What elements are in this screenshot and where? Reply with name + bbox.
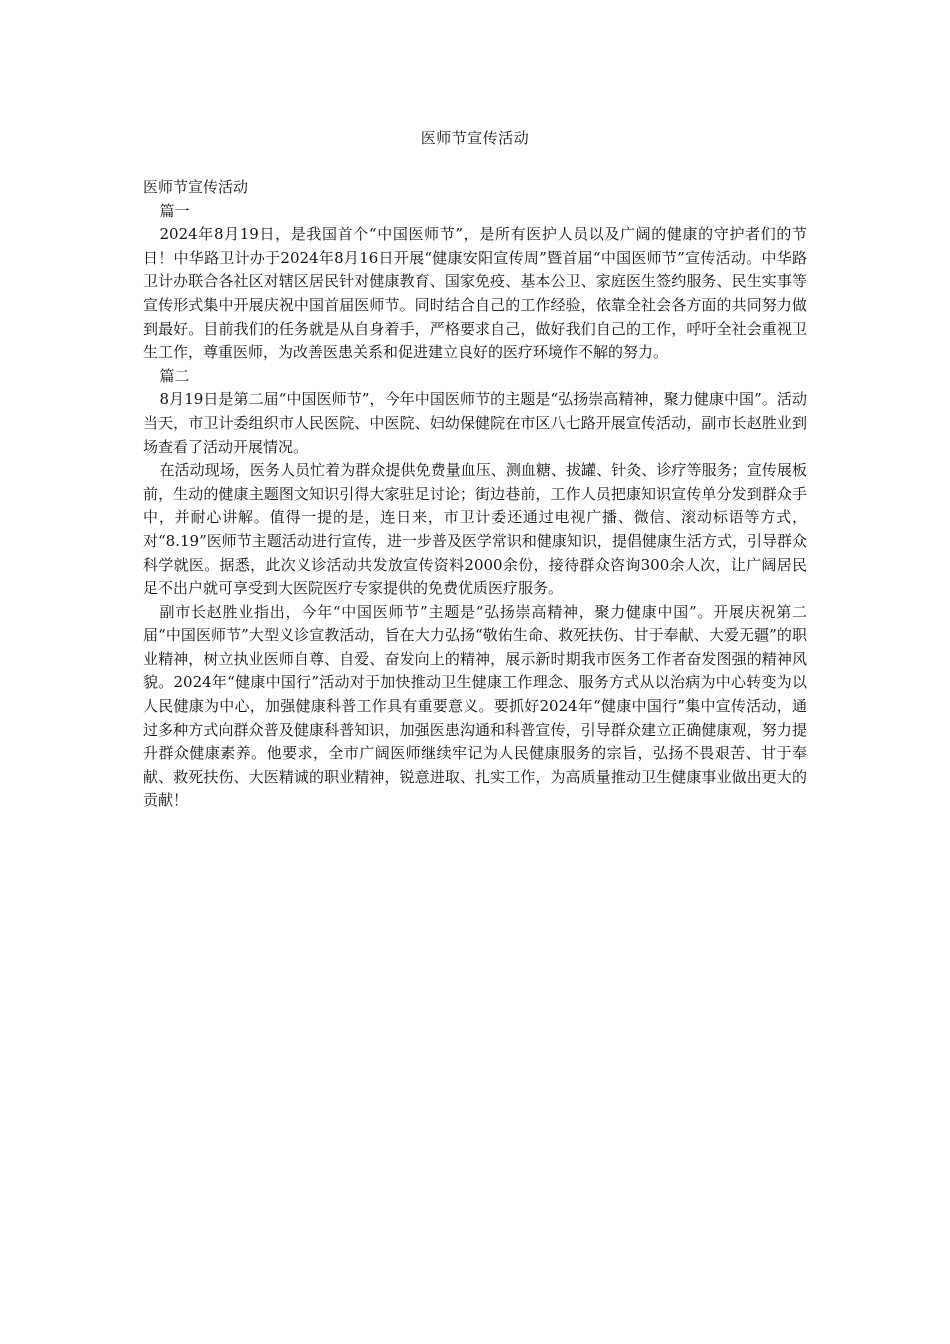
document-title: 医师节宣传活动 — [420, 129, 530, 147]
paragraph: 2024年8月19日，是我国首个“中国医师节”，是所有医护人员以及广阔的健康的守护者们的节日！中华路卫计办于2024年8月16日开展“健康安阳宣传周”暨首届“中国医师节”宣传活动。中华路卫计办联合各社区对辖区居民针对健康教育、国家免疫、基本公卫、家庭医生签约服务、民生实事等宣传形式集中开展庆祝中国首届医师节。同时结合自己的工作经验，依靠全社会各方面的共同努力做到最好。目前我们的任务就是从自身着手，严格要求自己，做好我们自己的工作，呼吁全社会重视卫生工作，尊重医师，为改善医患关系和促进建立良好的医疗环境作不解的努力。 — [143, 225, 807, 362]
paragraph: 副市长赵胜业指出，今年“中国医师节”主题是“弘扬崇高精神，聚力健康中国”。开展庆祝第二届“中国医师节”大型义诊宣教活动，旨在大力弘扬“敬佑生命、救死扶伤、甘于奉献、大爱无疆”的职业精神，树立执业医师自尊、自爱、奋发向上的精神，展示新时期我市医务工作者奋发图强的精神风貌。2024年“健康中国行”活动对于加快推动卫生健康工作理念、服务方式从以治病为中心转变为以人民健康为中心，加强健康科普工作具有重要意义。要抓好2024年“健康中国行”集中宣传活动，通过多种方式向群众普及健康科普知识，加强医患沟通和科普宣传，引导群众建立正确健康观，努力提升群众健康素养。他要求，全市广阔医师继续牢记为人民健康服务的宗旨，弘扬不畏艰苦、甘于奉献、救死扶伤、大医精诚的职业精神，锐意进取、扎实工作，为高质量推动卫生健康事业做出更大的贡献！ — [143, 602, 807, 810]
section-label-1: 篇一 — [159, 201, 190, 220]
body-heading: 医师节宣传活动 — [143, 178, 249, 196]
section-label-2: 篇二 — [159, 366, 190, 385]
paragraph: 在活动现场，医务人员忙着为群众提供免费量血压、测血糖、拔罐、针灸、诊疗等服务；宣传展板前，生动的健康主题图文知识引得大家驻足讨论；街边巷前，工作人员把康知识宣传单分发到群众手中，并耐心讲解。值得一提的是，连日来，市卫计委还通过电视广播、微信、滚动标语等方式，对“8.19”医师节主题活动进行宣传，进一步普及医学常识和健康知识，提倡健康生活方式，引导群众科学就医。据悉，此次义诊活动共发放宣传资料2000余份，接待群众咨询300余人次，让广阔居民足不出户就可享受到大医院医疗专家提供的免费优质医疗服务。 — [143, 461, 807, 598]
document-body — [143, 176, 807, 813]
paragraph: 8月19日是第二届“中国医师节”，今年中国医师节的主题是“弘扬崇高精神，聚力健康中国”。活动当天，市卫计委组织市人民医院、中医院、妇幼保健院在市区八七路开展宣传活动，副市长赵胜业到场查看了活动开展情况。 — [143, 390, 807, 456]
